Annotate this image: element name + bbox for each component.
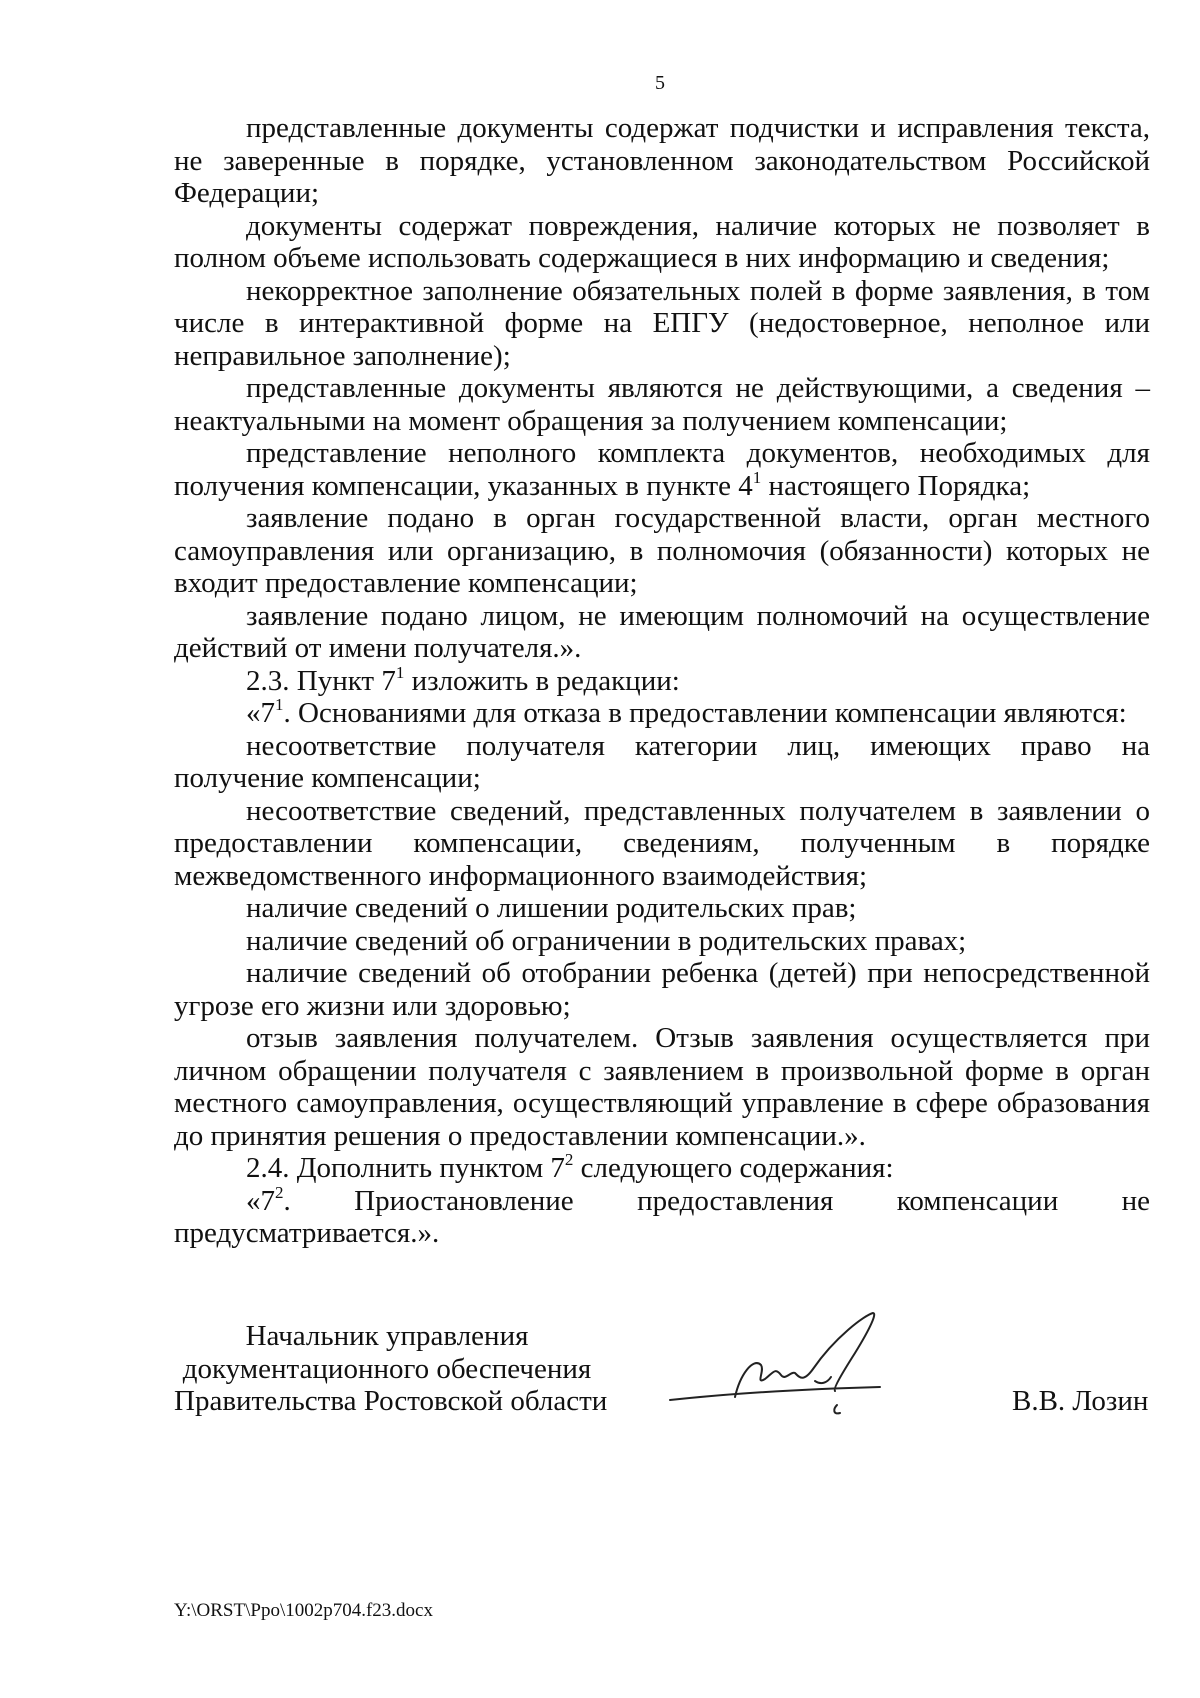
paragraph-text: . Основаниями для отказа в предоставлении компенсации являются:	[283, 697, 1127, 729]
superscript: 1	[275, 695, 284, 715]
paragraph: наличие сведений об отобрании ребенка (детей) при непосредственной угрозе его жизни или здоровью;	[174, 957, 1150, 1022]
signature-stroke	[670, 1387, 880, 1400]
superscript: 1	[395, 662, 405, 682]
signatory-name: В.В. Лозин	[1012, 1385, 1149, 1417]
paragraph-text: следующего содержания:	[573, 1152, 894, 1184]
paragraph: наличие сведений о лишении родительских прав;	[246, 892, 857, 924]
paragraph-text: представление неполного комплекта документов, необходимых для получения компенсации, указанных в пункте 4	[174, 437, 1150, 502]
paragraph: заявление подано лицом, не имеющим полномочий на осуществление действий от имени получателя.».	[174, 599, 1150, 664]
signatory-title-line: документационного обеспечения	[182, 1352, 592, 1385]
file-path-footer: Y:\ORST\Ppo\1002p704.f23.docx	[174, 1600, 433, 1621]
signature-stroke	[815, 1377, 831, 1383]
signature-stroke	[735, 1313, 874, 1397]
paragraph: отзыв заявления получателем. Отзыв заявления осуществляется при личном обращении получателя с заявлением в произвольной форме в орган местного самоуправления, осуществляющий управление в сфере образования до принятия решения о предоставлении компенсации.».	[174, 1022, 1150, 1152]
handwritten-signature	[665, 1305, 945, 1430]
paragraph-text: 2.3. Пункт 7	[246, 664, 396, 697]
paragraph-text: «7	[246, 1184, 275, 1217]
paragraph	[174, 1152, 1150, 1185]
paragraph: несоответствие получателя категории лиц, имеющих право на получение компенсации;	[174, 729, 1150, 794]
superscript: 1	[752, 467, 762, 487]
paragraph-text: 2.4. Дополнить пунктом 7	[246, 1152, 565, 1184]
paragraph: наличие сведений об ограничении в родительских правах;	[246, 924, 967, 957]
paragraph: несоответствие сведений, представленных получателем в заявлении о предоставлении компенсации, сведениям, полученным в порядке межведомственного информационного взаимодействия;	[174, 794, 1150, 892]
paragraph: заявление подано в орган государственной власти, орган местного самоуправления или организацию, в полномочия (обязанности) которых не входит предоставление компенсации;	[174, 502, 1150, 599]
paragraph-text: настоящего Порядка;	[761, 469, 1031, 502]
paragraph: некорректное заполнение обязательных полей в форме заявления, в том числе в интерактивной форме на ЕПГУ (недостоверное, неполное или неправильное заполнение);	[174, 274, 1150, 372]
signatory-title-line: Начальник управления	[245, 1320, 529, 1352]
paragraph	[174, 662, 1150, 698]
paragraph	[174, 437, 1150, 502]
paragraph-text: изложить в редакции:	[404, 664, 680, 697]
superscript: 2	[275, 1182, 284, 1202]
paragraph-text: . Приостановление предоставления компенсации не предусматривается.».	[174, 1184, 1150, 1249]
signatory-title-line: Правительства Ростовской области	[174, 1385, 608, 1417]
paragraph	[174, 1182, 1150, 1250]
paragraph: представленные документы являются не действующими, а сведения – неактуальными на момент обращения за получением компенсации;	[174, 372, 1150, 437]
signatory-title	[174, 1320, 607, 1418]
signature-stroke	[834, 1405, 840, 1413]
paragraph: документы содержат повреждения, наличие которых не позволяет в полном объеме использовать содержащиеся в них информацию и сведения;	[174, 209, 1150, 274]
document-body	[174, 112, 1150, 1250]
paragraph	[174, 697, 1150, 730]
paragraph-text: «7	[246, 697, 275, 729]
superscript: 2	[564, 1150, 574, 1170]
page-number: 5	[655, 72, 665, 94]
paragraph: представленные документы содержат подчистки и исправления текста, не заверенные в порядке, установленном законодательством Российской Федерации;	[174, 112, 1150, 209]
